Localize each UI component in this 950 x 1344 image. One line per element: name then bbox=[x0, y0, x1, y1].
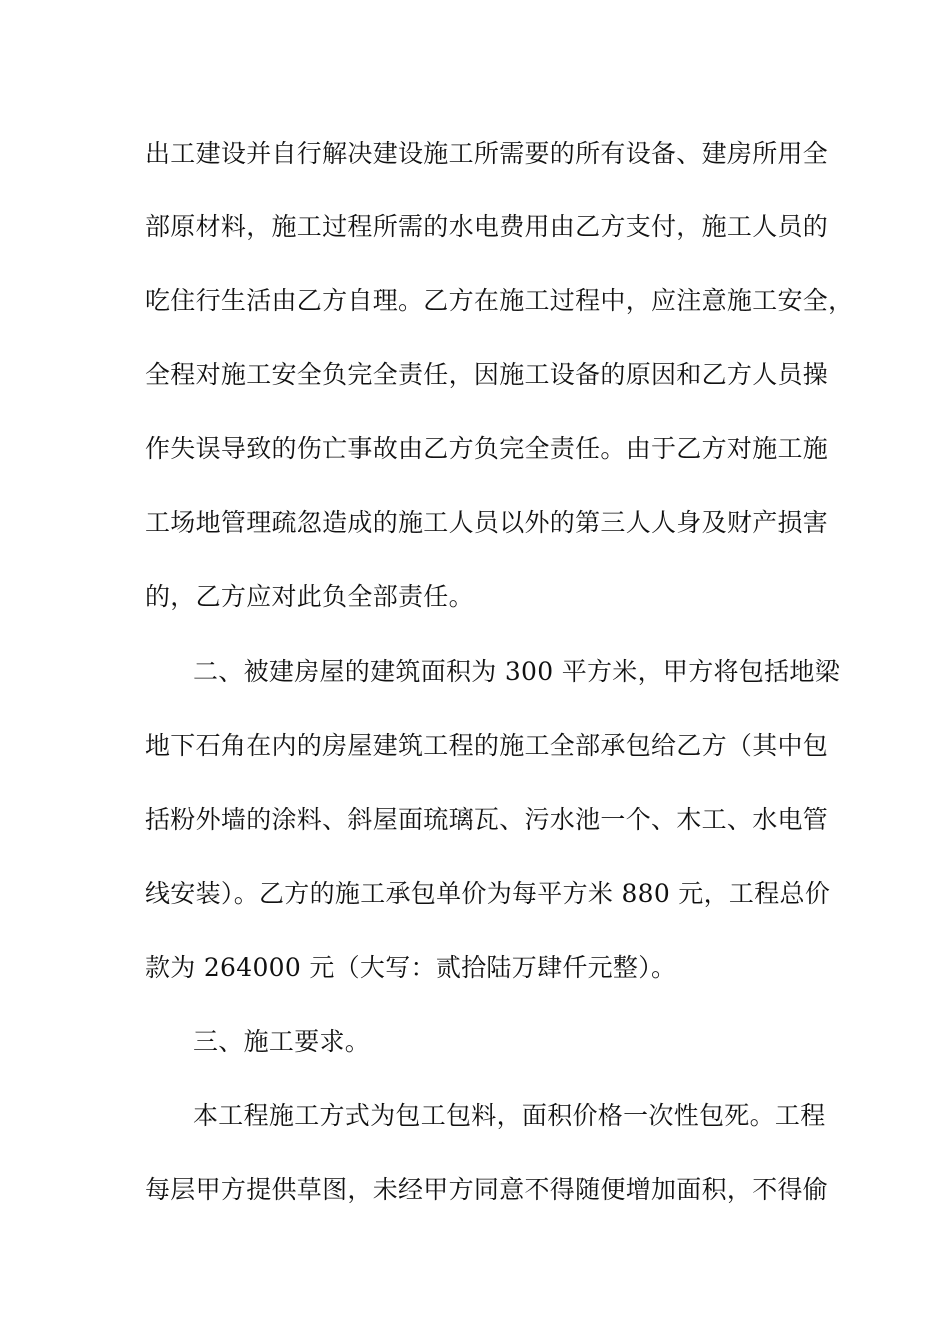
text-line-6: 工场地管理疏忽造成的施工人员以外的第三人人身及财产损害 bbox=[145, 508, 829, 537]
text-line-9: 地下石角在内的房屋建筑工程的施工全部承包给乙方（其中包 bbox=[145, 731, 829, 760]
text-line-15: 每层甲方提供草图，未经甲方同意不得随便增加面积，不得偷 bbox=[145, 1175, 829, 1204]
text-line-3: 吃住行生活由乙方自理。乙方在施工过程中，应注意施工安全， bbox=[145, 286, 854, 315]
section-three-heading: 三、施工要求。 bbox=[193, 1027, 371, 1056]
paragraph-start-line: 本工程施工方式为包工包料，面积价格一次性包死。工程 bbox=[193, 1101, 826, 1130]
section-two-heading-line: 二、被建房屋的建筑面积为 300 平方米，甲方将包括地梁 bbox=[193, 657, 841, 686]
text-line-10: 括粉外墙的涂料、斜屋面琉璃瓦、污水池一个、木工、水电管 bbox=[145, 805, 829, 834]
text-line-1: 出工建设并自行解决建设施工所需要的所有设备、建房所用全 bbox=[145, 139, 829, 168]
text-line-7: 的，乙方应对此负全部责任。 bbox=[145, 582, 474, 611]
text-line-5: 作失误导致的伤亡事故由乙方负完全责任。由于乙方对施工施 bbox=[145, 434, 829, 463]
text-line-2: 部原材料，施工过程所需的水电费用由乙方支付，施工人员的 bbox=[145, 212, 829, 241]
text-line-11: 线安装）。乙方的施工承包单价为每平方米 880 元，工程总价 bbox=[145, 879, 831, 908]
text-line-4: 全程对施工安全负完全责任，因施工设备的原因和乙方人员操 bbox=[145, 360, 829, 389]
text-line-12: 款为 264000 元（大写：贰拾陆万肆仟元整）。 bbox=[145, 953, 677, 982]
